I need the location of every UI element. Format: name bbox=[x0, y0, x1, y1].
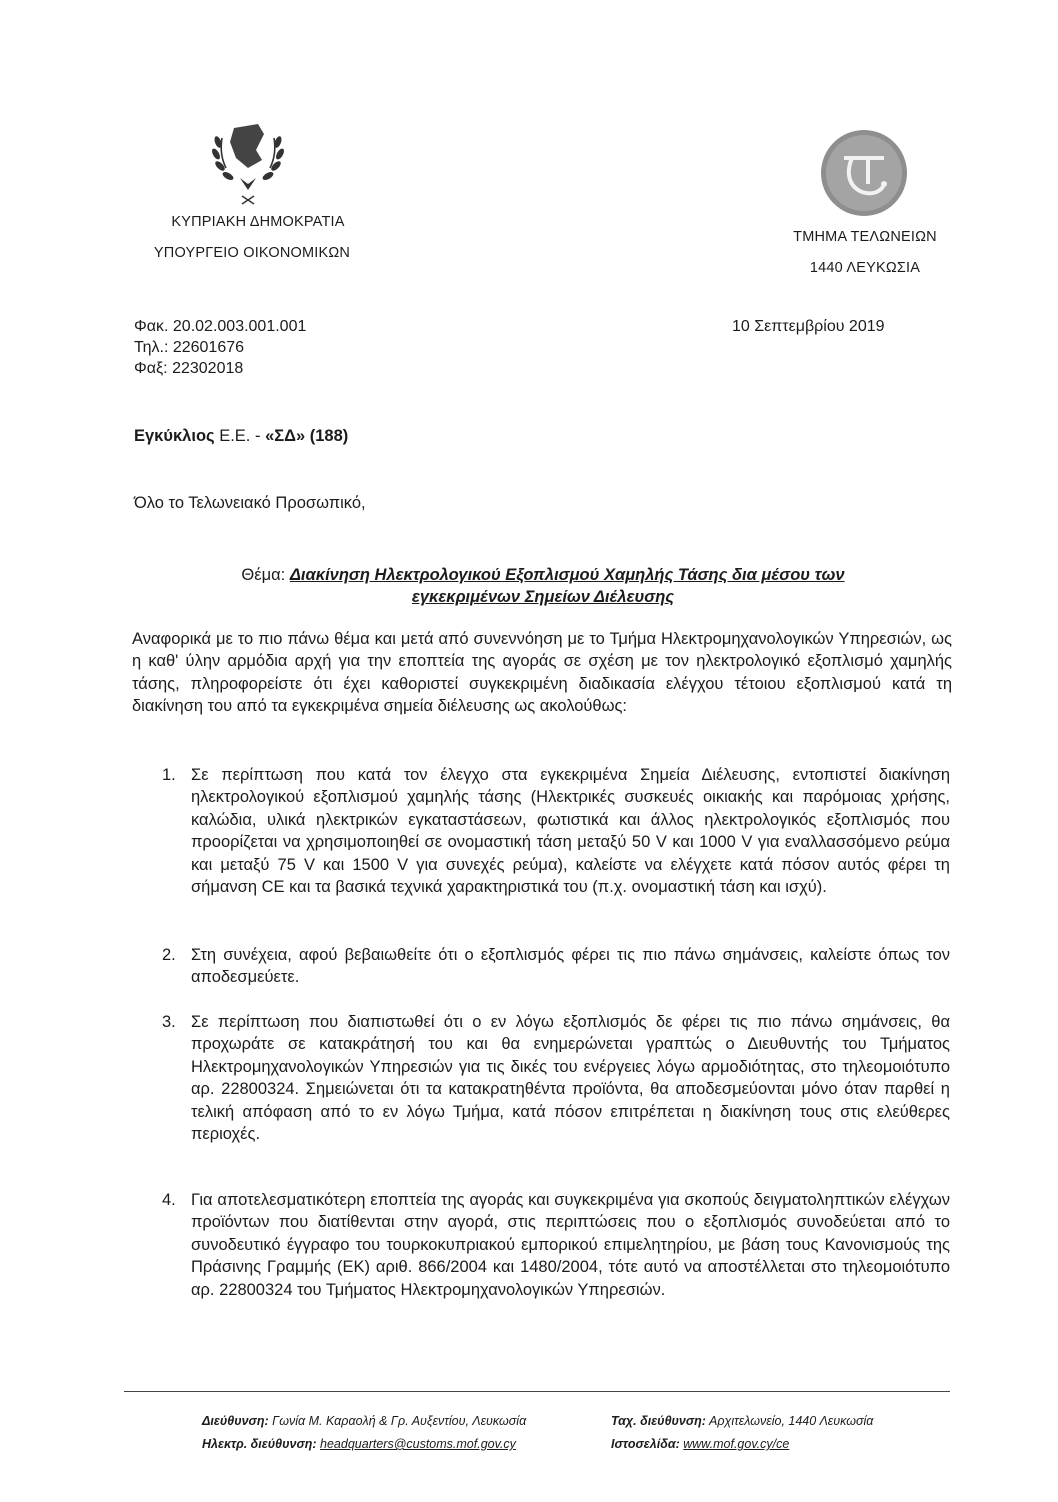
circular-middle: Ε.Ε. - bbox=[219, 427, 261, 445]
footer-web-link[interactable]: www.mof.gov.cy/ce bbox=[683, 1437, 790, 1451]
list-item-text: Στη συνέχεια, αφού βεβαιωθείτε ότι ο εξοπλισμός φέρει τις πιο πάνω σημάνσεις, καλείστε όπως τον αποδεσμεύετε. bbox=[191, 946, 950, 987]
footer-postal-value: Αρχιτελωνείο, 1440 Λευκωσία bbox=[709, 1414, 874, 1428]
footer-web-label: Ιστοσελίδα: bbox=[611, 1437, 680, 1451]
footer-email bbox=[202, 1437, 516, 1451]
subject-title-1: Διακίνηση Ηλεκτρολογικού Εξοπλισμού Χαμηλής Τάσης δια μέσου των bbox=[289, 566, 845, 584]
fax-number: Φαξ: 22302018 bbox=[134, 360, 244, 377]
footer-address-label: Διεύθυνση: bbox=[202, 1414, 269, 1428]
footer-email-link[interactable]: headquarters@customs.mof.gov.cy bbox=[320, 1437, 516, 1451]
list-item-text: Σε περίπτωση που κατά τον έλεγχο στα εγκεκριμένα Σημεία Διέλευσης, εντοπιστεί διακίνηση ηλεκτρολογικού εξοπλισμού χαμηλής τάσης (Ηλεκτρικές συσκευές οικιακής και παρόμοιας χρήσης, καλώδια, υλικά ηλεκτρικών εγκαταστάσεων, φωτιστικά και άλλος ηλεκτρολογικός εξοπλισμός που προορίζεται να χρησιμοποιηθεί σε ονομαστική τάση μεταξύ 50 V και 1000 V για εναλλασσόμενο ρεύμα και μεταξύ 75 V και 1500 V για συνεχές ρεύμα), καλείστε να ελέγχετε κατά πόσον αυτός φέρει τη σήμανση CE και τα βασικά τεχνικά χαρακτηριστικά του (π.χ. ονομαστική τάση και ισχύ). bbox=[191, 766, 950, 897]
circular-reference bbox=[134, 427, 348, 446]
ministry-name: ΥΠΟΥΡΓΕΙΟ ΟΙΚΟΝΟΜΙΚΩΝ bbox=[153, 245, 351, 261]
footer-web bbox=[611, 1437, 789, 1451]
letter-date: 10 Σεπτεμβρίου 2019 bbox=[732, 318, 885, 335]
footer-address bbox=[202, 1414, 526, 1428]
department-name: ΤΜΗΜΑ ΤΕΛΩΝΕΙΩΝ bbox=[793, 229, 937, 245]
footer-divider bbox=[124, 1391, 950, 1392]
list-item-number: 1. bbox=[162, 766, 176, 784]
addressee: Όλο το Τελωνειακό Προσωπικό, bbox=[134, 494, 366, 512]
issuer-name: ΚΥΠΡΙΑΚΗ ΔΗΜΟΚΡΑΤΙΑ bbox=[171, 214, 345, 230]
file-number: Φακ. 20.02.003.001.001 bbox=[134, 318, 307, 335]
list-item-number: 4. bbox=[162, 1191, 176, 1209]
list-item-text: Σε περίπτωση που διαπιστωθεί ότι ο εν λόγω εξοπλισμός δε φέρει τις πιο πάνω σημάνσεις, θα προχωράτε σε κατακράτησή του και θα ενημερώνεται γραπτώς ο Διευθυντής του Τμήματος Ηλεκτρομηχανολογικών Υπηρεσιών για τις δικές του ενέργειες λόγω αρμοδιότητας, στο τηλεομοιότυπο αρ. 22800324. Σημειώνεται ότι τα κατακρατηθέντα προϊόντα, θα αποδεσμεύονται μόνο όταν παρθεί η τελική απόφαση από το εν λόγω Τμήμα, κατά πόσον επιτρέπεται η διακίνηση τους στις ελεύθερες περιοχές. bbox=[191, 1013, 950, 1144]
list-item-text: Για αποτελεσματικότερη εποπτεία της αγοράς και συγκεκριμένα για σκοπούς δειγματοληπτικών ελέγχων προϊόντων που διατίθενται στην αγορά, στις περιπτώσεις που ο εξοπλισμός συνοδεύεται από το συνοδευτικό έγγραφο του τουρκοκυπριακού εμπορικού επιμελητηρίου, με βάση τους Κανονισμούς της Πράσινης Γραμμής (ΕΚ) αριθ. 866/2004 και 1480/2004, τότε αυτό να αποστέλλεται στο τηλεομοιότυπο αρ. 22800324 του Τμήματος Ηλεκτρομηχανολογικών Υπηρεσιών. bbox=[191, 1191, 950, 1299]
circular-label: Εγκύκλιος bbox=[134, 427, 215, 445]
subject-title-2: εγκεκριμένων Σημείων Διέλευσης bbox=[411, 588, 675, 606]
footer-email-label: Ηλεκτρ. διεύθυνση: bbox=[202, 1437, 317, 1451]
list-item-number: 2. bbox=[162, 946, 176, 964]
subject-line-1 bbox=[134, 564, 952, 586]
subject-line-2 bbox=[134, 586, 952, 608]
footer-address-value: Γωνία Μ. Καραολή & Γρ. Αυξεντίου, Λευκωσία bbox=[272, 1414, 527, 1428]
cyprus-emblem-icon bbox=[196, 120, 300, 212]
department-city: 1440 ΛΕΥΚΩΣΙΑ bbox=[809, 260, 921, 276]
circular-code: «ΣΔ» (188) bbox=[265, 427, 349, 445]
subject-label: Θέμα: bbox=[241, 566, 286, 584]
customs-logo-icon bbox=[818, 128, 910, 218]
intro-paragraph: Αναφορικά με το πιο πάνω θέμα και μετά από συνεννόηση με το Τμήμα Ηλεκτρομηχανολογικών Υπηρεσιών, ως η καθ' ύλην αρμόδια αρχή για την εποπτεία της αγοράς σε σχέση με τον ηλεκτρολογικό εξοπλισμό χαμηλής τάσης, πληροφορείστε ότι έχει καθοριστεί συγκεκριμένη διαδικασία ελέγχου τέτοιου εξοπλισμού κατά τη διακίνηση του από τα εγκεκριμένα σημεία διέλευσης ως ακολούθως: bbox=[132, 630, 952, 716]
footer-postal bbox=[611, 1414, 873, 1428]
footer-postal-label: Ταχ. διεύθυνση: bbox=[611, 1414, 706, 1428]
list-item-number: 3. bbox=[162, 1013, 176, 1031]
phone-number: Τηλ.: 22601676 bbox=[134, 339, 245, 356]
